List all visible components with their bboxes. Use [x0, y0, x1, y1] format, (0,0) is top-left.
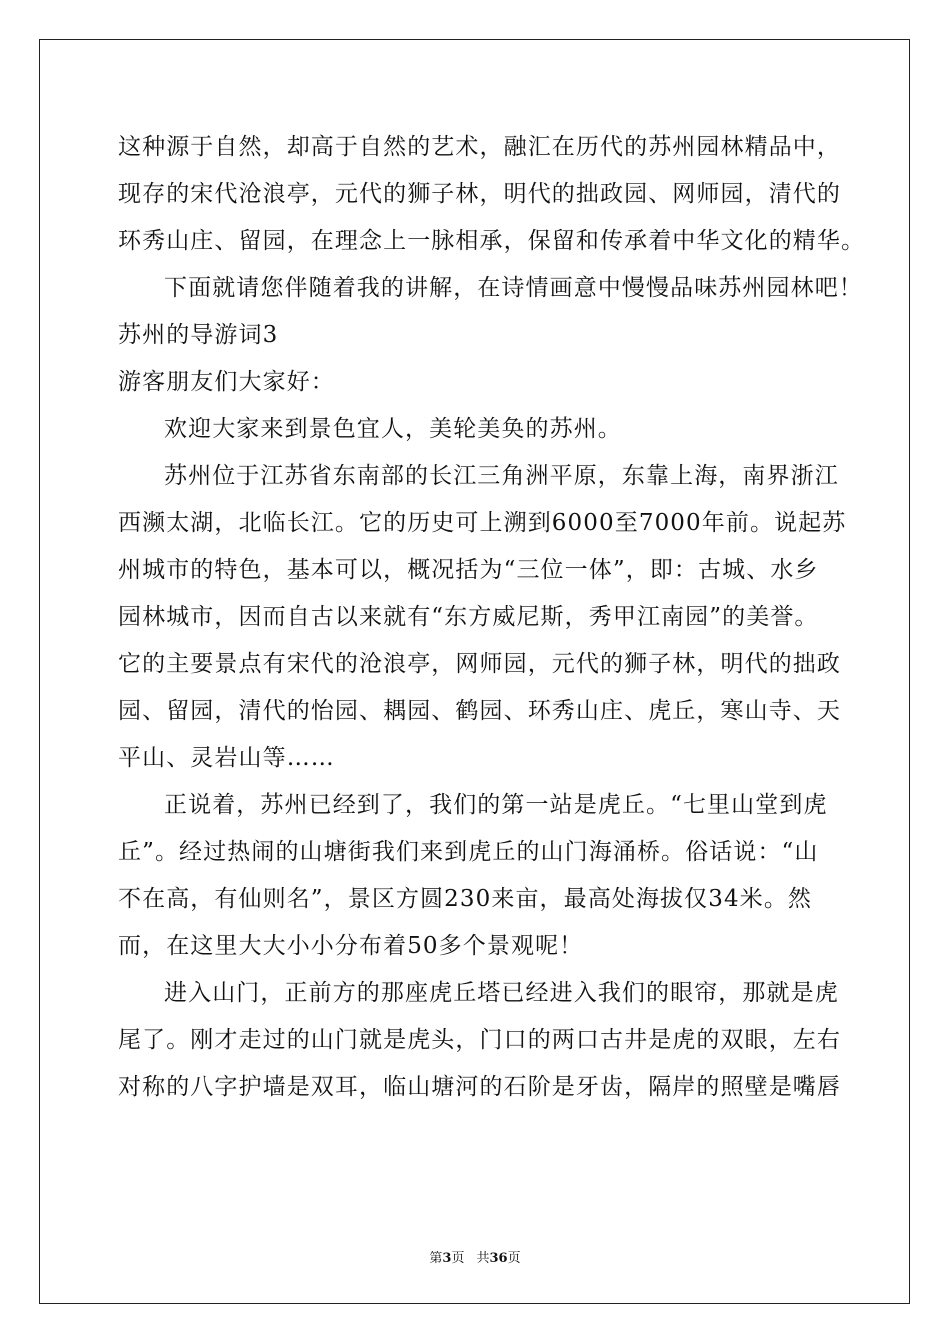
text-line: 园、留园，清代的怡园、耦园、鹤园、环秀山庄、虎丘，寒山寺、天	[118, 698, 841, 724]
text-line: 苏州位于江苏省东南部的长江三角洲平原，东靠上海，南界浙江	[164, 463, 839, 489]
text-line: 不在高，有仙则名”，景区方圆230来亩，最高处海拔仅34米。然	[118, 886, 813, 912]
text-line: 现存的宋代沧浪亭，元代的狮子林，明代的拙政园、网师园，清代的	[118, 181, 841, 207]
document-body	[118, 124, 866, 1111]
text-line: 州城市的特色，基本可以，概况括为“三位一体”，即：古城、水乡	[118, 557, 819, 583]
text-line: 下面就请您伴随着我的讲解，在诗情画意中慢慢品味苏州园林吧！	[164, 275, 863, 301]
page-prefix: 第	[429, 1251, 443, 1266]
greeting-line: 游客朋友们大家好：	[118, 369, 335, 395]
text-line: 尾了。刚才走过的山门就是虎头，门口的两口古井是虎的双眼，左右	[118, 1027, 841, 1053]
page-suffix: 页	[451, 1251, 465, 1266]
page-footer	[0, 1250, 950, 1268]
text-line: 环秀山庄、留园，在理念上一脉相承，保留和传承着中华文化的精华。	[118, 228, 866, 254]
text-line: 这种源于自然，却高于自然的艺术，融汇在历代的苏州园林精品中，	[118, 134, 841, 160]
section-heading: 苏州的导游词3	[118, 322, 279, 348]
text-line: 欢迎大家来到景色宜人，美轮美奂的苏州。	[164, 416, 622, 442]
total-suffix: 页	[507, 1251, 521, 1266]
text-line: 平山、灵岩山等……	[118, 745, 335, 771]
page-number: 3	[442, 1251, 452, 1266]
text-line: 进入山门，正前方的那座虎丘塔已经进入我们的眼帘，那就是虎	[164, 980, 839, 1006]
text-line: 西濒太湖，北临长江。它的历史可上溯到6000至7000年前。说起苏	[118, 510, 847, 536]
text-line: 而，在这里大大小小分布着50多个景观呢！	[118, 933, 584, 959]
text-line: 对称的八字护墙是双耳，临山塘河的石阶是牙齿，隔岸的照壁是嘴唇	[118, 1074, 841, 1100]
total-pages: 36	[489, 1251, 508, 1266]
text-line: 它的主要景点有宋代的沧浪亭，网师园，元代的狮子林，明代的拙政	[118, 651, 841, 677]
text-line: 园林城市，因而自古以来就有“东方威尼斯，秀甲江南园”的美誉。	[118, 604, 819, 630]
total-prefix: 共	[476, 1251, 490, 1266]
text-line: 正说着，苏州已经到了，我们的第一站是虎丘。“七里山堂到虎	[164, 792, 828, 818]
text-line: 丘”。经过热闹的山塘街我们来到虎丘的山门海涌桥。俗话说：“山	[118, 839, 819, 865]
